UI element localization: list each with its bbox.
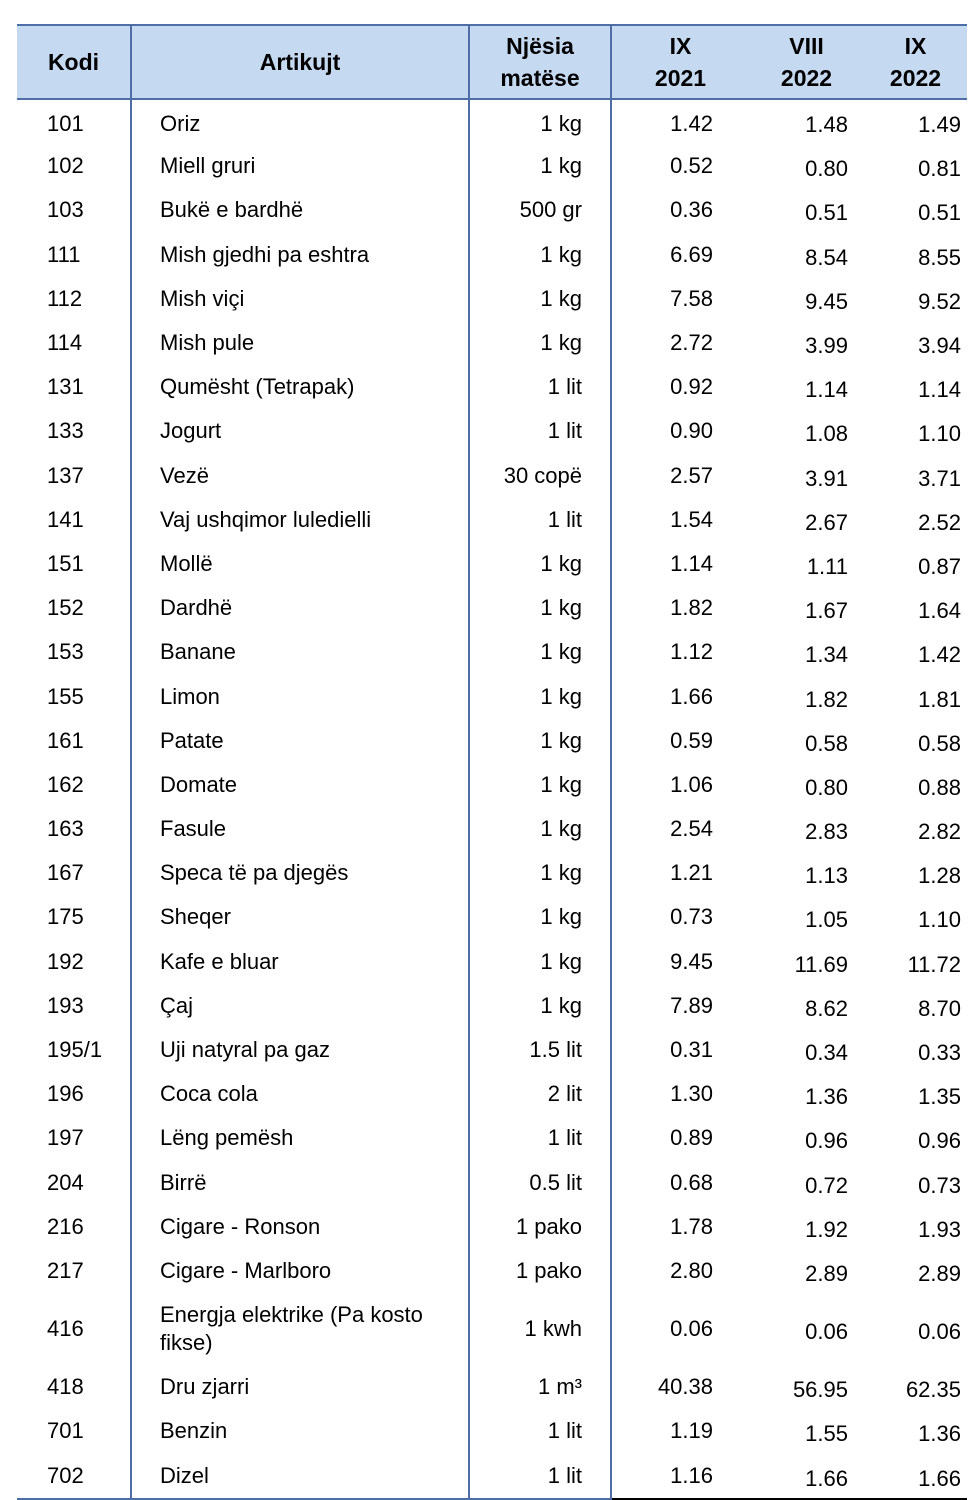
cell-viii-2022: 11.69	[794, 951, 848, 977]
table-row	[17, 277, 967, 321]
table-row	[17, 851, 967, 895]
cell-ix-2021: 1.78	[670, 1213, 713, 1239]
cell-artikulli: Qumësht (Tetrapak)	[131, 365, 469, 409]
table-row	[17, 1072, 967, 1116]
cell-njesia: 1 lit	[469, 1116, 611, 1160]
cell-kodi: 701	[17, 1409, 131, 1453]
cell-viii-2022: 0.51	[805, 200, 848, 226]
table-row	[17, 940, 967, 984]
cell-viii-2022: 2.67	[805, 509, 848, 535]
table-row	[17, 321, 967, 365]
cell-kodi: 152	[17, 586, 131, 630]
cell-kodi: 114	[17, 321, 131, 365]
cell-kodi: 217	[17, 1249, 131, 1293]
cell-ix-2021: 1.30	[670, 1081, 713, 1107]
cell-artikulli: Dardhë	[131, 586, 469, 630]
cell-njesia: 0.5 lit	[469, 1161, 611, 1205]
cell-ix-2021: 40.38	[657, 1374, 713, 1400]
cell-ix-2022: 62.35	[905, 1377, 961, 1403]
cell-viii-2022: 1.14	[805, 377, 848, 403]
cell-kodi: 161	[17, 719, 131, 763]
header-kodi: Kodi	[17, 25, 131, 99]
cell-njesia: 1 kg	[469, 277, 611, 321]
cell-ix-2022: 2.89	[918, 1260, 961, 1286]
cell-viii-2022: 9.45	[805, 288, 848, 314]
cell-njesia: 1 kg	[469, 940, 611, 984]
cell-njesia: 500 gr	[469, 188, 611, 232]
cell-viii-2022: 1.66	[749, 1453, 864, 1498]
cell-ix-2021: 2.54	[670, 816, 713, 842]
cell-ix-2022: 1.49	[918, 112, 961, 138]
cell-ix-2021: 0.90	[670, 418, 713, 444]
cell-ix-2021: 2.72	[670, 330, 713, 356]
cell-ix-2021: 1.06	[670, 771, 713, 797]
cell-artikulli: Miell gruri	[131, 144, 469, 188]
cell-kodi: 112	[17, 277, 131, 321]
cell-kodi: 103	[17, 188, 131, 232]
price-table	[17, 24, 967, 1500]
cell-viii-2022: 1.08	[805, 421, 848, 447]
cell-artikulli: Birrë	[131, 1161, 469, 1205]
cell-ix-2021: 6.69	[670, 241, 713, 267]
table-row	[17, 674, 967, 718]
cell-artikulli: Uji natyral pa gaz	[131, 1028, 469, 1072]
cell-ix-2022: 8.70	[918, 995, 961, 1021]
cell-ix-2022: 0.58	[918, 730, 961, 756]
cell-njesia: 1 pako	[469, 1249, 611, 1293]
cell-ix-2022: 0.87	[918, 553, 961, 579]
cell-ix-2022: 1.66	[864, 1453, 967, 1498]
table-row	[17, 1205, 967, 1249]
cell-njesia: 1 kg	[469, 807, 611, 851]
table-row	[17, 1161, 967, 1205]
cell-artikulli: Jogurt	[131, 409, 469, 453]
cell-artikulli: Mish gjedhi pa eshtra	[131, 233, 469, 277]
header-row	[17, 25, 967, 99]
cell-artikulli: Kafe e bluar	[131, 940, 469, 984]
cell-ix-2021: 1.12	[670, 639, 713, 665]
cell-ix-2022: 0.33	[918, 1040, 961, 1066]
table-row	[17, 984, 967, 1028]
cell-njesia: 1 kg	[469, 144, 611, 188]
cell-ix-2022: 0.73	[918, 1172, 961, 1198]
cell-kodi: 416	[17, 1293, 131, 1365]
cell-ix-2021: 0.59	[670, 727, 713, 753]
cell-kodi: 141	[17, 498, 131, 542]
cell-viii-2022: 0.58	[805, 730, 848, 756]
cell-artikulli: Lëng pemësh	[131, 1116, 469, 1160]
table-row	[17, 763, 967, 807]
cell-kodi: 197	[17, 1116, 131, 1160]
cell-njesia: 1 kg	[469, 630, 611, 674]
cell-njesia: 1 kg	[469, 763, 611, 807]
cell-ix-2021: 1.21	[670, 860, 713, 886]
table-row	[17, 630, 967, 674]
cell-njesia: 1 kg	[469, 674, 611, 718]
cell-kodi: 153	[17, 630, 131, 674]
cell-viii-2022: 0.80	[805, 156, 848, 182]
cell-ix-2022: 1.28	[918, 863, 961, 889]
cell-ix-2021: 2.80	[670, 1257, 713, 1283]
cell-ix-2021: 0.68	[670, 1169, 713, 1195]
cell-ix-2021: 1.42	[670, 111, 713, 137]
cell-kodi: 192	[17, 940, 131, 984]
cell-kodi: 163	[17, 807, 131, 851]
table-header	[17, 25, 967, 99]
cell-kodi: 216	[17, 1205, 131, 1249]
cell-ix-2022: 9.52	[918, 288, 961, 314]
cell-ix-2021: 1.19	[670, 1418, 713, 1444]
cell-viii-2022: 1.48	[805, 112, 848, 138]
cell-artikulli: Mish pule	[131, 321, 469, 365]
cell-viii-2022: 0.80	[805, 774, 848, 800]
header-njesia-line2: matëse	[500, 65, 580, 91]
table-row	[17, 1409, 967, 1453]
cell-artikulli: Dru zjarri	[131, 1365, 469, 1409]
cell-ix-2022: 1.35	[918, 1084, 961, 1110]
cell-njesia: 30 copë	[469, 454, 611, 498]
header-ix-2022-year: 2022	[889, 65, 942, 91]
cell-viii-2022: 1.82	[805, 686, 848, 712]
cell-kodi: 167	[17, 851, 131, 895]
cell-artikulli: Energja elektrike (Pa kosto fikse)	[131, 1293, 469, 1365]
table-row	[17, 144, 967, 188]
cell-artikulli: Coca cola	[131, 1072, 469, 1116]
table-row	[17, 1116, 967, 1160]
cell-artikulli: Oriz	[131, 99, 469, 144]
cell-njesia: 1 kwh	[469, 1293, 611, 1365]
table-row	[17, 454, 967, 498]
table-row	[17, 586, 967, 630]
cell-ix-2022: 1.93	[918, 1216, 961, 1242]
cell-viii-2022: 1.11	[806, 553, 848, 579]
cell-kodi: 102	[17, 144, 131, 188]
cell-ix-2022: 11.72	[907, 951, 961, 977]
cell-njesia: 1 kg	[469, 233, 611, 277]
table-row	[17, 895, 967, 939]
cell-njesia: 1 lit	[469, 409, 611, 453]
cell-viii-2022: 1.92	[805, 1216, 848, 1242]
cell-kodi: 196	[17, 1072, 131, 1116]
header-njesia	[469, 25, 611, 99]
header-njesia-line1: Njësia	[506, 33, 574, 59]
cell-artikulli: Vaj ushqimor luledielli	[131, 498, 469, 542]
cell-artikulli: Bukë e bardhë	[131, 188, 469, 232]
table-row	[17, 498, 967, 542]
table-row	[17, 233, 967, 277]
table-row	[17, 409, 967, 453]
cell-njesia: 1 kg	[469, 99, 611, 144]
cell-viii-2022: 1.36	[805, 1084, 848, 1110]
header-viii-2022	[749, 25, 864, 99]
cell-njesia: 2 lit	[469, 1072, 611, 1116]
table-body	[17, 99, 967, 1499]
cell-ix-2022: 1.81	[918, 686, 961, 712]
cell-artikulli: Vezë	[131, 454, 469, 498]
cell-njesia: 1 lit	[469, 365, 611, 409]
header-viii-2022-month: VIII	[789, 33, 824, 59]
header-ix-2021-year: 2021	[654, 65, 707, 91]
cell-viii-2022: 1.13	[805, 863, 848, 889]
cell-viii-2022: 8.62	[805, 995, 848, 1021]
cell-viii-2022: 3.99	[805, 333, 848, 359]
table-row	[17, 1028, 967, 1072]
cell-viii-2022: 2.83	[805, 819, 848, 845]
cell-kodi: 418	[17, 1365, 131, 1409]
cell-njesia: 1 lit	[469, 498, 611, 542]
cell-viii-2022: 1.67	[805, 598, 848, 624]
cell-kodi: 111	[17, 233, 131, 277]
cell-artikulli: Fasule	[131, 807, 469, 851]
cell-ix-2022: 8.55	[918, 244, 961, 270]
cell-viii-2022: 0.06	[805, 1319, 848, 1345]
cell-ix-2022: 1.36	[918, 1421, 961, 1447]
cell-artikulli: Banane	[131, 630, 469, 674]
cell-artikulli: Mish viçi	[131, 277, 469, 321]
cell-ix-2022: 3.71	[918, 465, 961, 491]
cell-ix-2021: 1.66	[670, 683, 713, 709]
cell-ix-2021: 0.31	[670, 1037, 713, 1063]
cell-viii-2022: 2.89	[805, 1260, 848, 1286]
table-row	[17, 1249, 967, 1293]
cell-artikulli: Benzin	[131, 1409, 469, 1453]
cell-ix-2022: 1.42	[918, 642, 961, 668]
cell-ix-2021: 7.58	[670, 285, 713, 311]
cell-kodi: 702	[17, 1453, 131, 1498]
cell-kodi: 133	[17, 409, 131, 453]
header-viii-2022-year: 2022	[780, 65, 833, 91]
cell-artikulli: Dizel	[131, 1453, 469, 1498]
cell-ix-2022: 2.52	[918, 509, 961, 535]
cell-ix-2021: 0.73	[670, 904, 713, 930]
cell-viii-2022: 0.34	[805, 1040, 848, 1066]
cell-njesia: 1 kg	[469, 719, 611, 763]
cell-njesia: 1 kg	[469, 321, 611, 365]
table-row	[17, 1293, 967, 1365]
header-ix-2022-month: IX	[904, 33, 927, 59]
cell-viii-2022: 3.91	[805, 465, 848, 491]
cell-artikulli: Patate	[131, 719, 469, 763]
cell-artikulli: Çaj	[131, 984, 469, 1028]
cell-viii-2022: 0.72	[805, 1172, 848, 1198]
table-row	[17, 719, 967, 763]
header-ix-2021	[611, 25, 749, 99]
cell-artikulli: Cigare - Ronson	[131, 1205, 469, 1249]
table-row	[17, 99, 967, 144]
cell-ix-2022: 1.10	[918, 421, 961, 447]
cell-kodi: 193	[17, 984, 131, 1028]
cell-kodi: 101	[17, 99, 131, 144]
cell-viii-2022: 56.95	[792, 1377, 848, 1403]
cell-njesia: 1 lit	[469, 1409, 611, 1453]
table-row	[17, 365, 967, 409]
cell-ix-2022: 0.06	[918, 1319, 961, 1345]
cell-viii-2022: 1.34	[805, 642, 848, 668]
cell-njesia: 1 lit	[469, 1453, 611, 1498]
cell-kodi: 162	[17, 763, 131, 807]
header-ix-2022	[864, 25, 967, 99]
cell-viii-2022: 1.05	[805, 907, 848, 933]
cell-ix-2021: 1.14	[670, 550, 713, 576]
cell-artikulli: Sheqer	[131, 895, 469, 939]
cell-njesia: 1 kg	[469, 586, 611, 630]
cell-ix-2022: 1.14	[918, 377, 961, 403]
cell-ix-2022: 0.51	[918, 200, 961, 226]
cell-ix-2021: 9.45	[670, 948, 713, 974]
table-row	[17, 807, 967, 851]
cell-artikulli: Domate	[131, 763, 469, 807]
cell-kodi: 204	[17, 1161, 131, 1205]
cell-njesia: 1 m³	[469, 1365, 611, 1409]
cell-ix-2021: 0.52	[670, 153, 713, 179]
cell-ix-2021: 0.92	[670, 374, 713, 400]
cell-ix-2022: 0.88	[918, 774, 961, 800]
table-row	[17, 542, 967, 586]
cell-ix-2022: 1.64	[918, 598, 961, 624]
cell-kodi: 131	[17, 365, 131, 409]
cell-njesia: 1 kg	[469, 984, 611, 1028]
cell-ix-2022: 2.82	[918, 819, 961, 845]
cell-artikulli: Mollë	[131, 542, 469, 586]
cell-njesia: 1 pako	[469, 1205, 611, 1249]
cell-artikulli: Speca të pa djegës	[131, 851, 469, 895]
cell-ix-2022: 0.81	[918, 156, 961, 182]
cell-kodi: 151	[17, 542, 131, 586]
cell-kodi: 155	[17, 674, 131, 718]
cell-njesia: 1 kg	[469, 851, 611, 895]
cell-ix-2021: 1.16	[611, 1453, 749, 1498]
header-artikujt: Artikujt	[131, 25, 469, 99]
cell-viii-2022: 0.96	[805, 1128, 848, 1154]
cell-ix-2021: 0.89	[670, 1125, 713, 1151]
cell-njesia: 1 kg	[469, 542, 611, 586]
cell-ix-2021: 2.57	[670, 462, 713, 488]
cell-ix-2021: 7.89	[670, 992, 713, 1018]
cell-artikulli: Limon	[131, 674, 469, 718]
header-ix-2021-month: IX	[669, 33, 692, 59]
cell-ix-2022: 0.96	[918, 1128, 961, 1154]
cell-ix-2022: 1.10	[918, 907, 961, 933]
cell-ix-2022: 3.94	[918, 333, 961, 359]
cell-kodi: 195/1	[17, 1028, 131, 1072]
cell-ix-2021: 0.06	[670, 1316, 713, 1342]
table-row	[17, 1365, 967, 1409]
cell-artikulli: Cigare - Marlboro	[131, 1249, 469, 1293]
cell-njesia: 1.5 lit	[469, 1028, 611, 1072]
cell-kodi: 137	[17, 454, 131, 498]
cell-viii-2022: 8.54	[805, 244, 848, 270]
cell-viii-2022: 1.55	[805, 1421, 848, 1447]
cell-ix-2021: 1.54	[670, 506, 713, 532]
table-row	[17, 1453, 967, 1498]
cell-kodi: 175	[17, 895, 131, 939]
cell-njesia: 1 kg	[469, 895, 611, 939]
cell-ix-2021: 1.82	[670, 595, 713, 621]
cell-ix-2021: 0.36	[670, 197, 713, 223]
table-row	[17, 188, 967, 232]
